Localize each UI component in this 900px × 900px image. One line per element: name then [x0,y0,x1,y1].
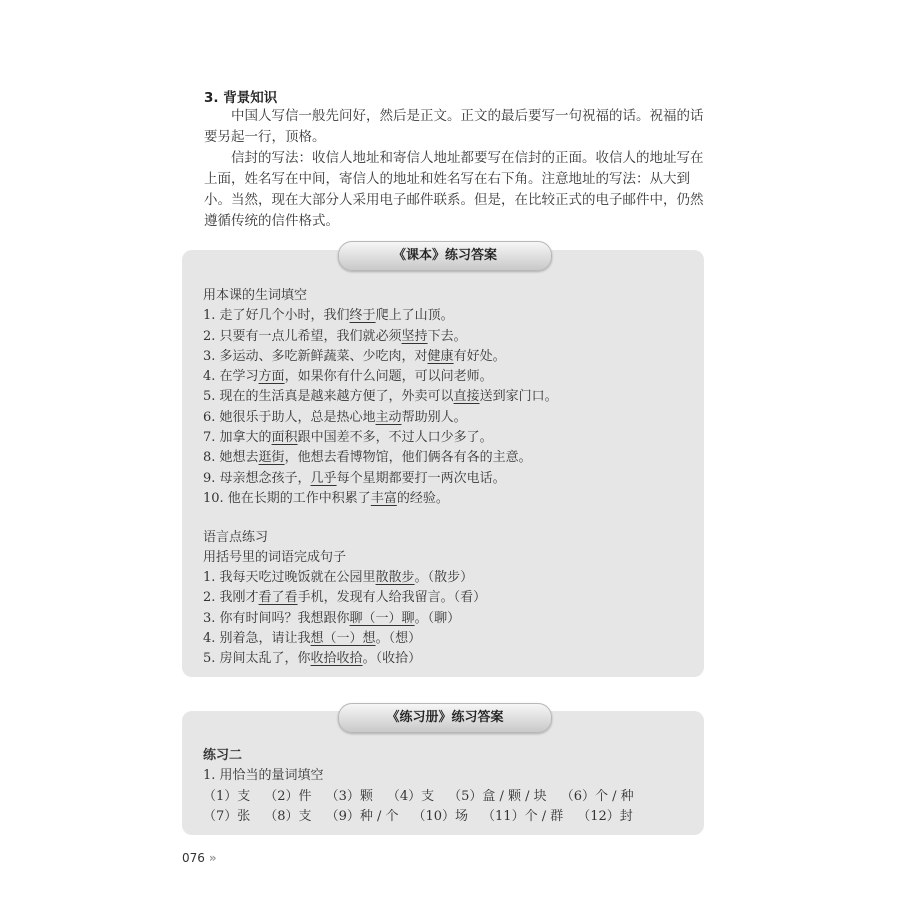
answer-suffix: 帮助别人。 [401,409,467,425]
page-number-block [182,851,214,865]
answer-suffix: 手机，发现有人给我留言。（看） [297,590,487,606]
answer-item [203,568,486,588]
answer-word: 方面 [258,369,285,385]
measure-word-answer: （11）个 / 群 [482,809,564,825]
textbook-answers-tab: 《课本》练习答案 [338,241,552,271]
exercise-title: 练习二 [203,748,243,763]
answer-item [203,649,486,669]
answer-suffix: 每个星期都要打一两次电话。 [336,470,506,486]
answer-word: 终于 [349,308,376,324]
answer-prefix: 1. 走了好几个小时，我们 [203,308,350,324]
answer-suffix: 。（收拾） [362,651,422,667]
answer-item [203,367,558,387]
measure-word-answer: （12）封 [577,809,633,825]
answer-suffix: 。（聊） [414,610,461,626]
answer-prefix: 4. 别着急，请让我 [203,630,311,646]
answer-word: 健康 [427,348,454,364]
workbook-answers-tab: 《练习册》练习答案 [338,703,552,733]
answer-word: 直接 [453,389,480,405]
answer-suffix: 的经验。 [396,490,449,506]
answer-item [203,448,558,468]
answer-suffix: 有好处。 [453,348,506,364]
answer-item [203,327,558,347]
answer-item [203,489,558,509]
answer-prefix: 7. 加拿大的 [203,430,272,446]
paragraph-2: 信封的写法：收信人地址和寄信人地址都要写在信封的正面。收信人的地址写在上面，姓名写在中间，寄信人的地址和姓名写在右下角。注意地址的写法：从大到小。 [204,150,704,208]
answer-suffix: 爬上了山顶。 [375,308,454,324]
measure-word-answer: （9）种 / 个 [325,809,399,825]
answer-word: 丰富 [370,490,397,506]
answer-prefix: 1. 我每天吃过晚饭就在公园里 [203,570,376,585]
answer-item [203,588,486,608]
measure-word-row-2 [203,807,648,828]
textbook-section1 [203,286,558,509]
paragraph-3: 当然，现在大部分人采用电子邮件联系。但是，在比较正式的电子邮件中，仍然遵循传统的信件格式。 [204,192,704,229]
answer-word: 收拾收拾 [310,651,363,667]
answer-prefix: 5. 房间太乱了，你 [203,651,311,667]
measure-word-row-1 [203,787,648,808]
workbook-section [203,746,648,828]
answer-word: 散散步 [375,570,415,585]
textbook-section2 [203,528,486,669]
answer-prefix: 8. 她想去 [203,450,259,466]
answer-item [203,469,558,489]
answer-suffix: ，如果你有什么问题，可以问老师。 [284,369,493,385]
measure-word-answer: （3）颗 [325,788,373,804]
measure-word-answer: （1）支 [203,788,251,804]
answer-word: 主动 [375,409,402,425]
answer-item [203,629,486,649]
answer-prefix: 10. 他在长期的工作中积累了 [203,490,371,506]
measure-word-answer: （4）支 [386,788,435,804]
answer-suffix: 跟中国差不多，不过人口少多了。 [297,430,493,446]
answer-prefix: 5. 现在的生活真是越来越方便了，外卖可以 [203,389,454,405]
answer-suffix: 。（想） [375,630,422,646]
answer-prefix: 3. 你有时间吗？我想跟你 [203,610,350,626]
answer-word: 想（一）想 [310,630,376,646]
answer-word: 逛街 [258,450,285,466]
measure-word-answer: （7）张 [203,809,251,825]
sentence-list [203,568,486,669]
measure-word-answer: （10）场 [412,809,469,825]
measure-word-answer: （6）个 / 种 [560,788,634,804]
answer-word: 聊（一）聊 [349,610,415,626]
answer-prefix: 3. 多运动、多吃新鲜蔬菜、少吃肉，对 [203,348,428,364]
answer-item [203,428,558,448]
next-arrows-icon: » [208,851,214,865]
measure-word-answer: （5）盒 / 颗 / 块 [448,788,547,804]
answer-suffix: ，他想去看博物馆，他们俩各有各的主意。 [284,450,532,466]
paragraph-1: 中国人写信一般先问好，然后是正文。正文的最后要写一句祝福的话。祝福的话要另起一行，顶格。 [204,108,704,145]
answer-prefix: 2. 我刚才 [203,590,259,606]
section-title: 用本课的生词填空 [203,288,308,303]
measure-word-answer: （8）支 [264,809,312,825]
section-subtitle: 用括号里的词语完成句子 [203,550,347,565]
section-title: 语言点练习 [203,530,269,545]
answer-word: 面积 [271,430,298,446]
answer-suffix: 下去。 [427,328,467,344]
answer-suffix: 送到家门口。 [479,389,558,405]
answer-word: 看了看 [258,590,298,606]
answer-item [203,306,558,326]
measure-word-answer: （2）件 [264,788,312,804]
answer-item [203,347,558,367]
answer-prefix: 9. 母亲想念孩子， [203,470,311,486]
answer-word: 几乎 [310,470,337,486]
answer-item [203,387,558,407]
answer-prefix: 4. 在学习 [203,369,259,385]
fill-blank-list [203,306,558,509]
answer-item [203,609,486,629]
answer-prefix: 6. 她很乐于助人，总是热心地 [203,409,376,425]
answer-item [203,408,558,428]
answer-suffix: 。（散步） [414,570,474,585]
section-heading: 3. 背景知识 [204,90,278,106]
answer-prefix: 2. 只要有一点儿希望，我们就必须 [203,328,402,344]
answer-word: 坚持 [401,328,428,344]
task-title: 1. 用恰当的量词填空 [203,768,324,784]
page-number: 076 [182,851,205,865]
